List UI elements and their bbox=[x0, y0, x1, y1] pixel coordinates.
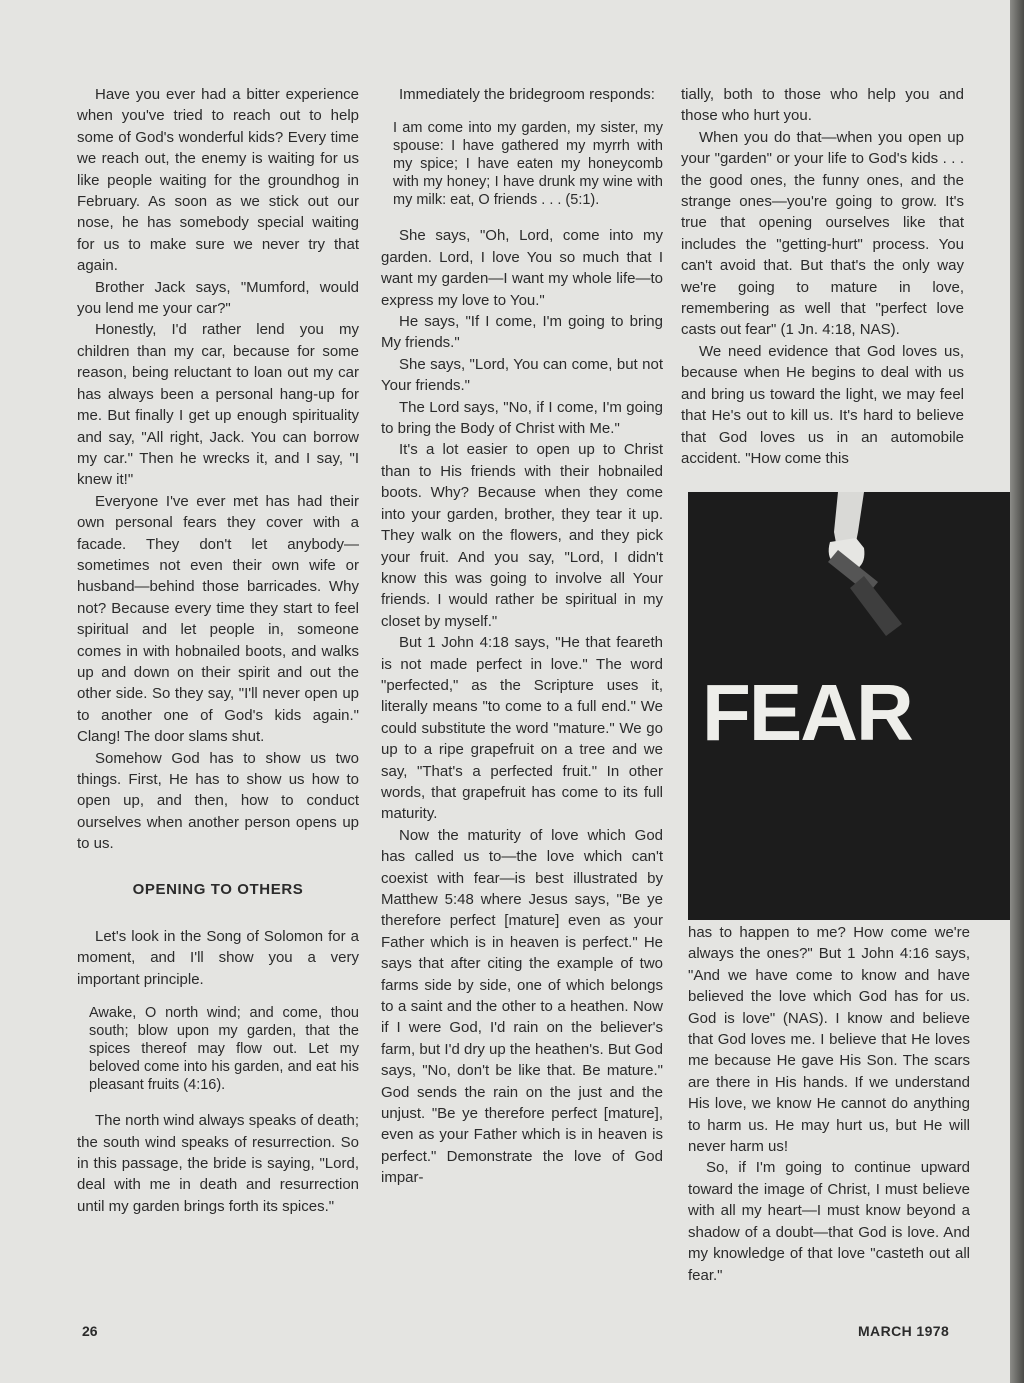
paragraph: She says, "Lord, You can come, but not Your friends." bbox=[381, 355, 663, 395]
paragraph: He says, "If I come, I'm going to bring My friends." bbox=[381, 313, 663, 352]
paragraph: Immediately the bridegroom responds: bbox=[399, 86, 655, 103]
paragraph: So, if I'm going to continue upward toward the image of Christ, I must believe with all my heart—I must know beyond a shadow of a doubt—that God is love. And my knowledge of that love "casteth out all fear." bbox=[688, 1159, 970, 1284]
column-1 bbox=[77, 84, 359, 1217]
column-3-top bbox=[681, 84, 964, 469]
issue-date: MARCH 1978 bbox=[858, 1323, 950, 1339]
paragraph: tially, both to those who help you and those who hurt you. bbox=[681, 86, 964, 125]
paragraph: Now the maturity of love which God has called us to—the love which can't coexist with fear—is best illustrated by Matthew 5:48 where Jesus says, "Be ye therefore perfect [mature] even as your Father which is in heaven is perfect." He says that after citing the example of two farms side by side, one of which belongs to a saint and the other to a heathen. Now if I were God, I'd rain on the believer's farm, but I'd dry up the heathen's. But God says, "No, don't be like that. Be mature." God sends the rain on the just and the unjust. "Be ye therefore perfect [mature], even as your Father which is in heaven is perfect." Demonstrate the love of God impar- bbox=[381, 826, 663, 1187]
fear-illustration bbox=[688, 492, 1010, 920]
paragraph: Everyone I've ever met has had their own personal fears they cover with a facade. They don't let anybody—sometimes not even their own wife or husband—behind those barricades. Why not? Because every time they start to feel spiritual and let people in, someone comes in with hobnailed boots, and walks up and down on their spirit and out the other side. So they say, "I'll never open up to another one of God's kids again." Clang! The door slams shut. bbox=[77, 492, 359, 746]
scripture-quote: Awake, O north wind; and come, thou south; blow upon my garden, that the spices thereof may flow out. Let my beloved come into his garden, and eat his pleasant fruits (4:16). bbox=[89, 1005, 359, 1094]
paragraph: When you do that—when you open up your "garden" or your life to God's kids . . . the good ones, the funny ones, and the strange ones—you're going to grow. It's true that opening ourselves like that includes the "getting-hurt" process. You can't avoid that. But that's the only way we're going to mature in love, remembering as well that "perfect love casts out fear" (1 Jn. 4:18, NAS). bbox=[681, 128, 964, 339]
scripture-quote: I am come into my garden, my sister, my spouse: I have gathered my myrrh with my spice; I have eaten my honeycomb with my honey; I have drunk my wine with my milk: eat, O friends . . . (5:1). bbox=[393, 120, 663, 209]
page-edge bbox=[1010, 0, 1024, 1383]
section-heading: OPENING TO OTHERS bbox=[132, 880, 304, 898]
paragraph: But 1 John 4:18 says, "He that feareth is not made perfect in love." The word "perfected," as the Scripture uses it, literally means "to come to a full end." We could substitute the word "mature." We go up to a ripe grapefruit on a tree and we say, "That's a perfected fruit." In other words, that grapefruit has come to its full maturity. bbox=[381, 634, 663, 823]
fear-title: FEAR bbox=[702, 668, 912, 757]
paragraph: Somehow God has to show us two things. First, He has to show us how to open up, and then, how to conduct ourselves when another person opens up to us. bbox=[77, 749, 359, 853]
column-2 bbox=[381, 84, 663, 1189]
column-3-bottom bbox=[688, 922, 970, 1286]
paragraph: Honestly, I'd rather lend you my children than my car, because for some reason, being reluctant to loan out my car has always been a personal hang-up for me. But finally I get up enough spirituality and say, "All right, Jack. You can borrow my car." Then he wrecks it, and I say, "I knew it!" bbox=[77, 321, 359, 489]
page-number: 26 bbox=[82, 1323, 98, 1339]
hand-hammer-graphic bbox=[688, 492, 1010, 920]
paragraph: Brother Jack says, "Mumford, would you lend me your car?" bbox=[77, 278, 359, 318]
paragraph: The Lord says, "No, if I come, I'm going to bring the Body of Christ with Me." bbox=[381, 398, 663, 438]
paragraph: The north wind always speaks of death; the south wind speaks of resurrection. So in this passage, the bride is saying, "Lord, deal with me in death and resurrection until my garden brings forth its spices." bbox=[77, 1112, 359, 1215]
paragraph: We need evidence that God loves us, because when He begins to deal with us and bring us toward the light, we may feel that He's out to kill us. It's hard to believe that God loves us in an automobile accident. "How come this bbox=[681, 342, 964, 467]
paragraph: It's a lot easier to open up to Christ than to His friends with their hobnailed boots. Why? Because when they come into your garden, brother, they tear it up. They walk on the flowers, and they pick your fruit. And you say, "Lord, I didn't know this was going to involve all Your friends. I would rather be spiritual in my closet by myself." bbox=[381, 441, 663, 630]
paragraph: Have you ever had a bitter experience when you've tried to reach out to help some of God's wonderful kids? Every time we reach out, the enemy is waiting for us like people waiting for the groundhog in February. As soon as we stick out our nose, he has somebody special waiting for us to make sure we never try that again. bbox=[77, 86, 359, 275]
paragraph: She says, "Oh, Lord, come into my garden. Lord, I love You so much that I want my garden—I want my whole life—to express my love to You." bbox=[381, 227, 663, 309]
paragraph: Let's look in the Song of Solomon for a moment, and I'll show you a very important principle. bbox=[77, 928, 359, 988]
paragraph: has to happen to me? How come we're always the ones?" But 1 John 4:16 says, "And we have come to know and have believed the love which God has for us. God is love" (NAS). I know and believe that God loves me. I believe that He loves me because He gave His Son. The scars are there in His hands. If we understand His love, we know He cannot do anything to harm us. He may hurt us, but He will never harm us! bbox=[688, 924, 970, 1156]
